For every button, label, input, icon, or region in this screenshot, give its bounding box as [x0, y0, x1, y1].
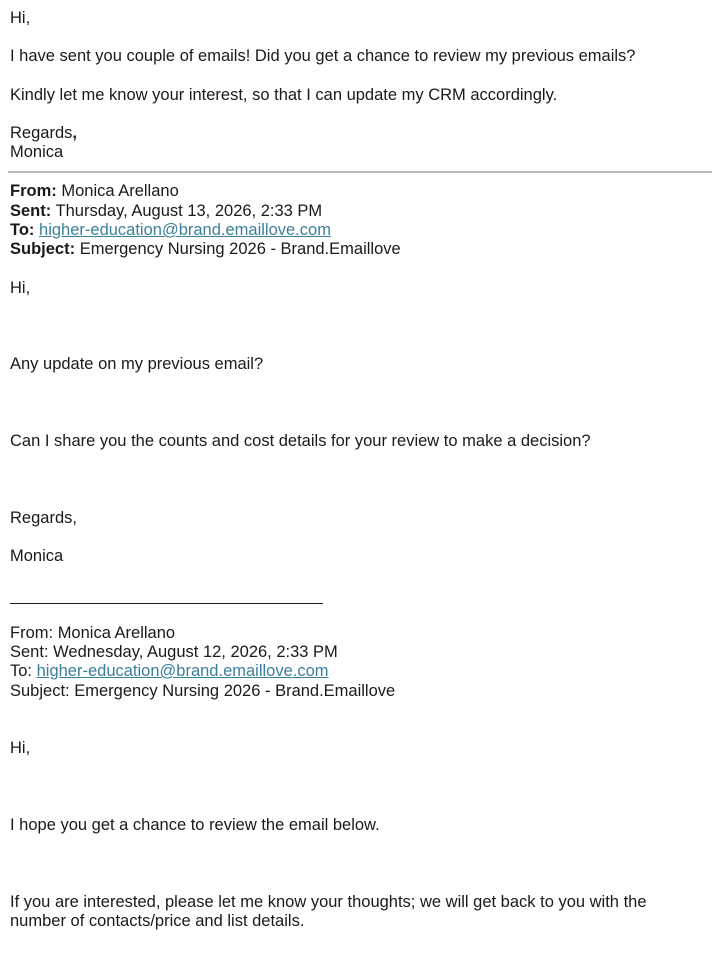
header1-to-label: To: — [10, 221, 35, 239]
header2-to — [10, 662, 329, 681]
header2-from-value: Monica Arellano — [57, 624, 176, 642]
header1-from-label: From: — [10, 182, 57, 200]
header2-to-email-link[interactable]: higher-education@brand.emaillove.com — [36, 662, 329, 680]
message1-regards: Regards, — [10, 509, 77, 527]
header1-to-email-link[interactable]: higher-education@brand.emaillove.com — [39, 221, 331, 239]
message1-paragraph-2: Can I share you the counts and cost details for your review to make a decision? — [10, 432, 591, 450]
header2-sent-value: Wednesday, August 12, 2026, 2:33 PM — [53, 643, 338, 661]
reply-paragraph-1: I have sent you couple of emails! Did you get a chance to review my previous emails? — [10, 47, 636, 65]
header1-subject — [10, 240, 401, 259]
message1-paragraph-1: Any update on my previous email? — [10, 355, 264, 373]
header2-subject — [10, 682, 395, 701]
reply-regards — [10, 124, 77, 143]
header1-sent — [10, 202, 322, 221]
header1-from — [10, 182, 179, 201]
reply-regards-comma: , — [72, 124, 77, 142]
message2-paragraph-2: If you are interested, please let me know your thoughts; we will get back to you with the number of contacts/price and list details. — [10, 893, 647, 930]
reply-paragraph-2: Kindly let me know your interest, so that I can update my CRM accordingly. — [10, 86, 558, 104]
header1-sent-label: Sent: — [10, 202, 52, 220]
header2-sent — [10, 643, 338, 662]
reply-signature: Monica — [10, 143, 64, 161]
reply-regards-text: Regards — [10, 124, 73, 142]
header1-from-value: Monica Arellano — [61, 182, 179, 200]
message2-paragraph-1: I hope you get a chance to review the email below. — [10, 816, 380, 834]
header2-from-label: From: — [10, 624, 54, 642]
message1-signature: Monica — [10, 547, 64, 565]
header2-subject-label: Subject: — [10, 682, 70, 700]
underscore-separator — [10, 603, 323, 604]
message2-greeting: Hi, — [10, 739, 31, 757]
reply-greeting: Hi, — [10, 9, 31, 27]
header2-subject-value: Emergency Nursing 2026 - Brand.Emaillove — [74, 682, 396, 700]
header1-sent-value: Thursday, August 13, 2026, 2:33 PM — [55, 202, 323, 220]
header2-from — [10, 624, 175, 643]
header2-to-label: To: — [10, 662, 33, 680]
header2-sent-label: Sent: — [10, 643, 49, 661]
message1-greeting: Hi, — [10, 279, 31, 297]
quote-divider — [8, 171, 712, 173]
header1-subject-value: Emergency Nursing 2026 - Brand.Emaillove — [79, 240, 401, 258]
header1-to — [10, 221, 331, 240]
header1-subject-label: Subject: — [10, 240, 76, 258]
